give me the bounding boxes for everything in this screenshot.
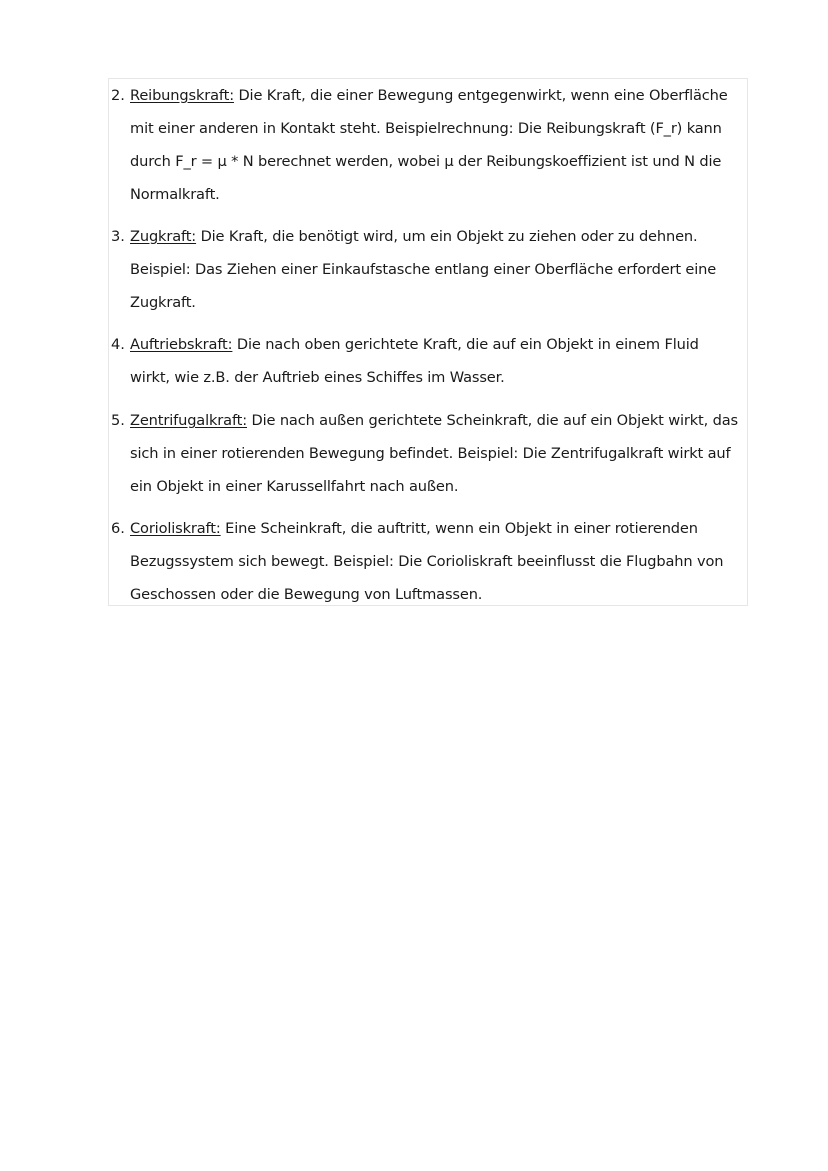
list-line: Normalkraft.	[130, 186, 220, 203]
definition-text: Die Kraft, die benötigt wird, um ein Objekt zu ziehen oder zu dehnen.	[196, 228, 698, 245]
definition-text: Die Kraft, die einer Bewegung entgegenwirkt, wenn eine Oberfläche	[233, 87, 728, 104]
list-line	[130, 512, 698, 545]
list-line: Zugkraft.	[130, 294, 196, 311]
list-number: 4.	[111, 336, 125, 353]
list-number: 2.	[111, 87, 125, 104]
list-line	[130, 79, 728, 112]
list-line: ein Objekt in einer Karussellfahrt nach außen.	[130, 478, 459, 495]
term-label: Corioliskraft:	[130, 520, 221, 537]
list-line	[130, 328, 699, 361]
list-number: 6.	[111, 520, 125, 537]
term-label: Reibungskraft:	[130, 87, 234, 104]
definition-text: Die nach oben gerichtete Kraft, die auf ein Objekt in einem Fluid	[232, 336, 699, 353]
term-label: Auftriebskraft:	[130, 336, 233, 353]
list-line: Geschossen oder die Bewegung von Luftmassen.	[130, 586, 483, 603]
list-number: 3.	[111, 228, 125, 245]
list-line: mit einer anderen in Kontakt steht. Beispielrechnung: Die Reibungskraft (F_r) kann	[130, 120, 722, 137]
list-line: Bezugssystem sich bewegt. Beispiel: Die Corioliskraft beeinflusst die Flugbahn von	[130, 553, 724, 570]
list-line	[130, 220, 698, 253]
content-box	[108, 78, 748, 606]
list-line: sich in einer rotierenden Bewegung befindet. Beispiel: Die Zentrifugalkraft wirkt auf	[130, 445, 731, 462]
definition-text: Die nach außen gerichtete Scheinkraft, die auf ein Objekt wirkt, das	[247, 412, 738, 429]
list-line: wirkt, wie z.B. der Auftrieb eines Schiffes im Wasser.	[130, 369, 505, 386]
list-line	[130, 404, 738, 437]
term-label: Zugkraft:	[130, 228, 197, 245]
list-line: Beispiel: Das Ziehen einer Einkaufstasche entlang einer Oberfläche erfordert eine	[130, 261, 717, 278]
term-label: Zentrifugalkraft:	[130, 412, 248, 429]
definition-text: Eine Scheinkraft, die auftritt, wenn ein Objekt in einer rotierenden	[220, 520, 698, 537]
list-line: durch F_r = μ * N berechnet werden, wobei μ der Reibungskoeffizient ist und N die	[130, 153, 722, 170]
list-number: 5.	[111, 412, 125, 429]
